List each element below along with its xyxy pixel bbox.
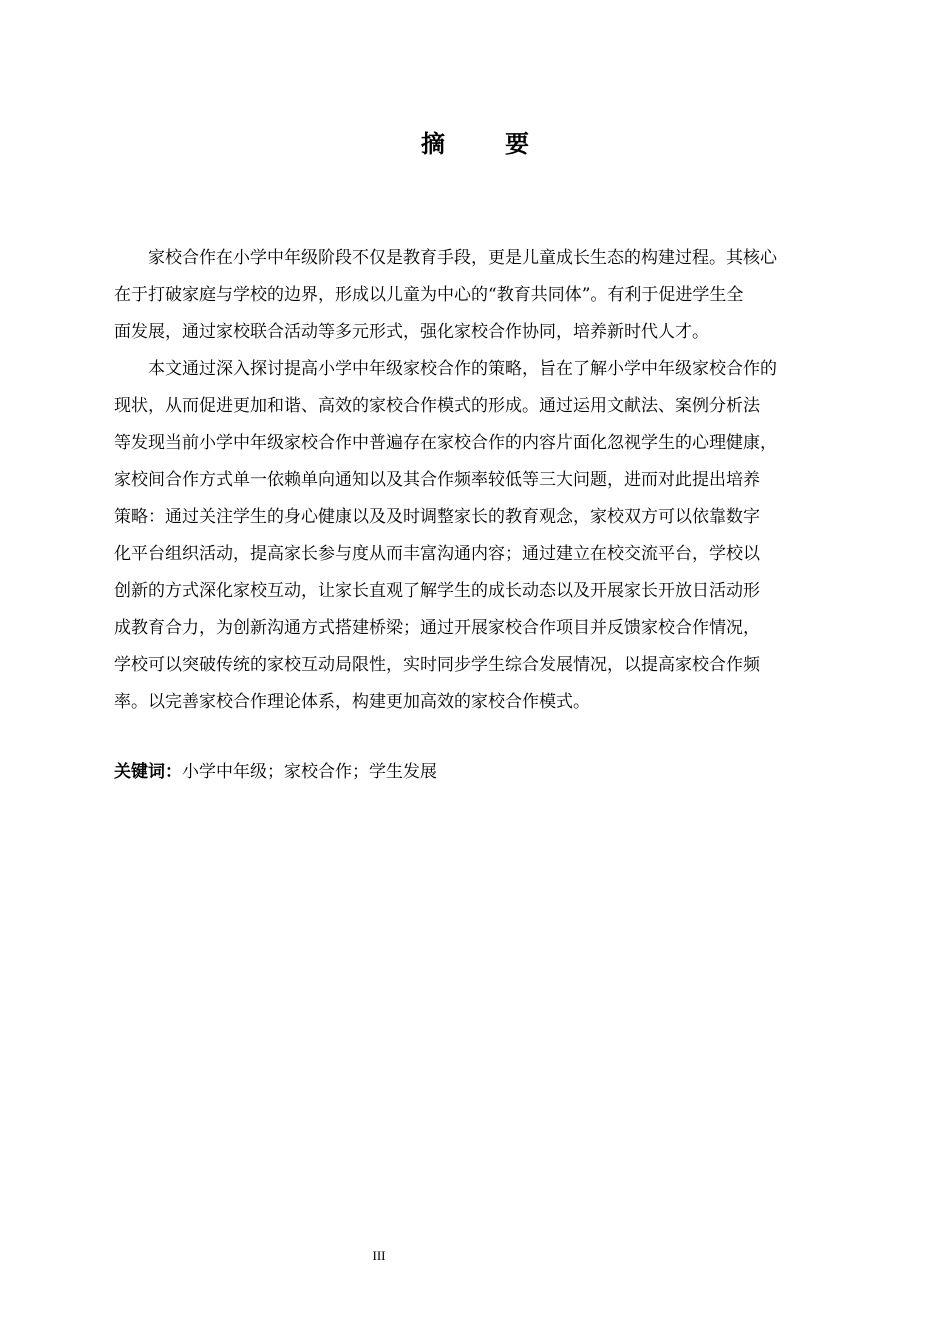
paragraph-line: 家校合作在小学中年级阶段不仅是教育手段，更是儿童成长生态的构建过程。其核心 xyxy=(148,248,777,268)
keywords-line xyxy=(114,757,437,787)
paragraph-line: 创新的方式深化家校互动，让家长直观了解学生的成长动态以及开展家长开放日活动形 xyxy=(114,581,760,601)
paragraph-line: 本文通过深入探讨提高小学中年级家校合作的策略，旨在了解小学中年级家校合作的 xyxy=(148,359,777,379)
paragraph-line: 面发展，通过家校联合活动等多元形式，强化家校合作协同，培养新时代人才。 xyxy=(114,322,709,342)
abstract-title: 摘 要 xyxy=(421,130,547,158)
abstract-paragraph-2 xyxy=(114,351,860,721)
keywords-label: 关键词： xyxy=(114,762,182,782)
paragraph-line: 等发现当前小学中年级家校合作中普遍存在家校合作的内容片面化忽视学生的心理健康， xyxy=(114,433,777,453)
paragraph-line: 现状，从而促进更加和谐、高效的家校合作模式的形成。通过运用文献法、案例分析法 xyxy=(114,396,760,416)
page-number: III xyxy=(372,1248,386,1263)
paragraph-line: 率。以完善家校合作理论体系，构建更加高效的家校合作模式。 xyxy=(114,692,590,712)
paragraph-line: 在于打破家庭与学校的边界，形成以儿童为中心的“教育共同体”。有利于促进学生全 xyxy=(114,285,744,305)
abstract-paragraph-1 xyxy=(114,240,860,351)
keywords-value: 小学中年级；家校合作；学生发展 xyxy=(182,762,437,782)
paragraph-line: 化平台组织活动，提高家长参与度从而丰富沟通内容；通过建立在校交流平台，学校以 xyxy=(114,544,760,564)
paragraph-line: 学校可以突破传统的家校互动局限性，实时同步学生综合发展情况，以提高家校合作频 xyxy=(114,655,760,675)
abstract-body xyxy=(114,240,860,721)
paragraph-line: 成教育合力，为创新沟通方式搭建桥梁；通过开展家校合作项目并反馈家校合作情况， xyxy=(114,618,760,638)
paragraph-line: 策略：通过关注学生的身心健康以及及时调整家长的教育观念，家校双方可以依靠数字 xyxy=(114,507,760,527)
paragraph-line: 家校间合作方式单一依赖单向通知以及其合作频率较低等三大问题，进而对此提出培养 xyxy=(114,470,760,490)
